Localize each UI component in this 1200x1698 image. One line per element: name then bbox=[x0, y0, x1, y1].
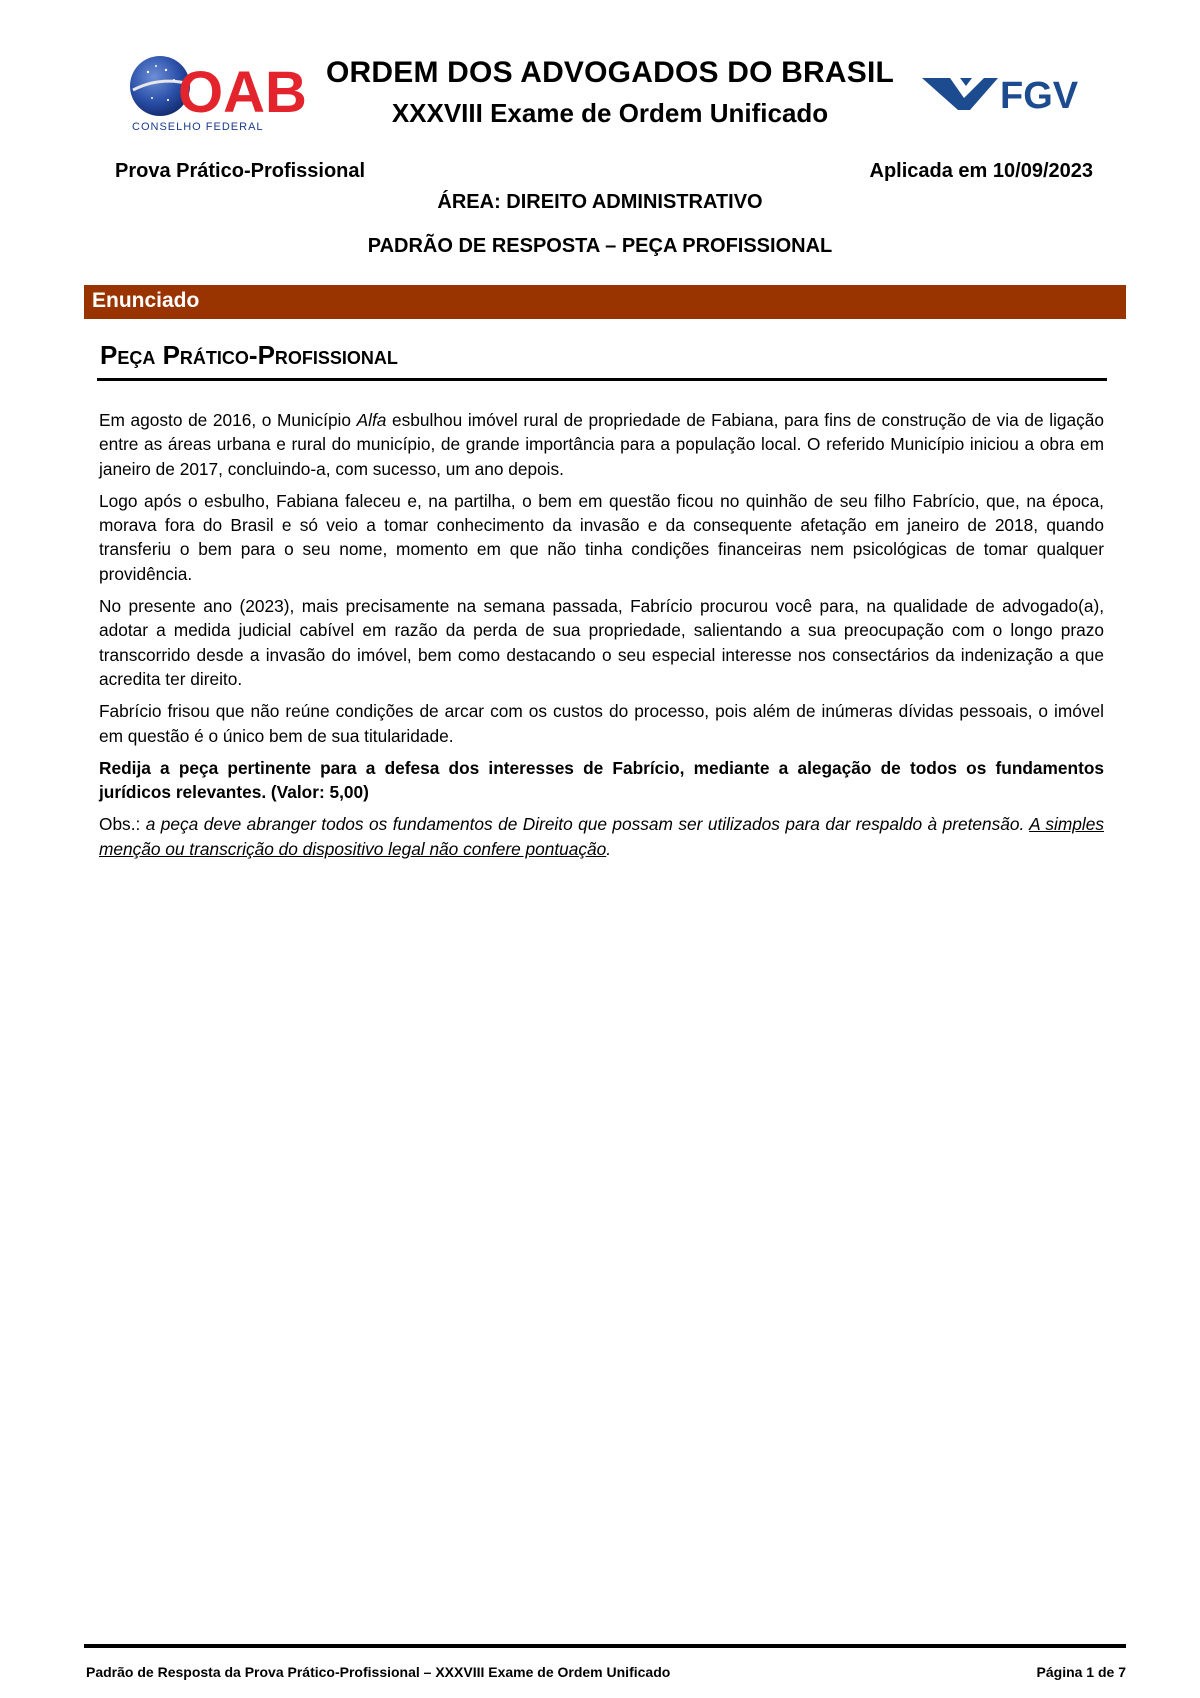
section-label: Enunciado bbox=[92, 289, 200, 312]
footer-title: Padrão de Resposta da Prova Prático-Profissional – XXXVIII Exame de Ordem Unificado bbox=[86, 1664, 671, 1680]
observation-note bbox=[99, 812, 1104, 861]
obs-underlined: A simples menção ou transcrição do dispositivo legal não confere pontuação bbox=[99, 814, 1104, 859]
paragraph-2: Logo após o esbulho, Fabiana faleceu e, na partilha, o bem em questão ficou no quinhão de seu filho Fabrício, que, na época, morava fora do Brasil e só veio a tomar conhecimento da invasão e da consequente afetação em janeiro de 2018, quando transferiu o bem para o seu nome, momento em que não tinha condições financeiras nem psicológicas de tomar qualquer providência. bbox=[99, 490, 1104, 584]
answer-standard-label: PADRÃO DE RESPOSTA – PEÇA PROFISSIONAL bbox=[367, 235, 833, 257]
obs-italic: a peça deve abranger todos os fundamentos de Direito que possam ser utilizados para dar respaldo à pretensão. bbox=[145, 814, 1030, 835]
fgv-logo-letters: FGV bbox=[1000, 75, 1079, 117]
exam-title: XXXVIII Exame de Ordem Unificado bbox=[391, 98, 829, 128]
page-number: Página 1 de 7 bbox=[1036, 1664, 1126, 1680]
p1-text-end: esbulhou imóvel rural de propriedade de Fabiana, para fins de construção de via de ligação entre as áreas urbana e rural do município, de grande importância para a população local. O referido Município iniciou a obra em janeiro de 2017, concluindo-a, com sucesso, um ano depois. bbox=[99, 410, 1105, 479]
area-label: ÁREA: DIREITO ADMINISTRATIVO bbox=[437, 191, 763, 213]
paragraph-4: Fabrício frisou que não reúne condições de arcar com os custos do processo, pois além de inúmeras dívidas pessoais, o imóvel em questão é o único bem de sua titularidade. bbox=[99, 701, 1104, 746]
heading-rule bbox=[97, 378, 1107, 381]
oab-logo-letters: OAB bbox=[178, 60, 307, 125]
p1-italic: Alfa bbox=[356, 410, 387, 430]
oab-logo-subtitle: CONSELHO FEDERAL bbox=[132, 121, 264, 133]
piece-heading: Peça Prático-Profissional bbox=[100, 340, 398, 370]
prova-date: Aplicada em 10/09/2023 bbox=[869, 160, 1093, 182]
prova-type: Prova Prático-Profissional bbox=[115, 160, 366, 182]
section-band bbox=[84, 285, 1126, 319]
obs-end: . bbox=[606, 838, 612, 859]
oab-logo bbox=[128, 54, 307, 134]
p1-text: Em agosto de 2016, o Município bbox=[99, 410, 357, 430]
statement-body bbox=[99, 408, 1104, 869]
footer-rule bbox=[84, 1644, 1126, 1648]
org-title: ORDEM DOS ADVOGADOS DO BRASIL bbox=[325, 56, 895, 89]
fgv-logo bbox=[920, 74, 1098, 117]
paragraph-3: No presente ano (2023), mais precisamente na semana passada, Fabrício procurou você para, na qualidade de advogado(a), adotar a medida judicial cabível em razão da perda de sua propriedade, salientando a sua preocupação com o longo prazo transcorrido desde a invasão do imóvel, bem como destacando o seu especial interesse nos consectários da indenização a que acredita ter direito. bbox=[99, 596, 1104, 689]
paragraph-1 bbox=[99, 408, 1104, 481]
question-text: Redija a peça pertinente para a defesa dos interesses de Fabrício, mediante a alegação de todos os fundamentos jurídicos relevantes. (Valor: 5,00) bbox=[99, 757, 1104, 803]
fgv-chevron-icon bbox=[922, 78, 998, 110]
obs-label: Obs.: bbox=[99, 814, 146, 835]
